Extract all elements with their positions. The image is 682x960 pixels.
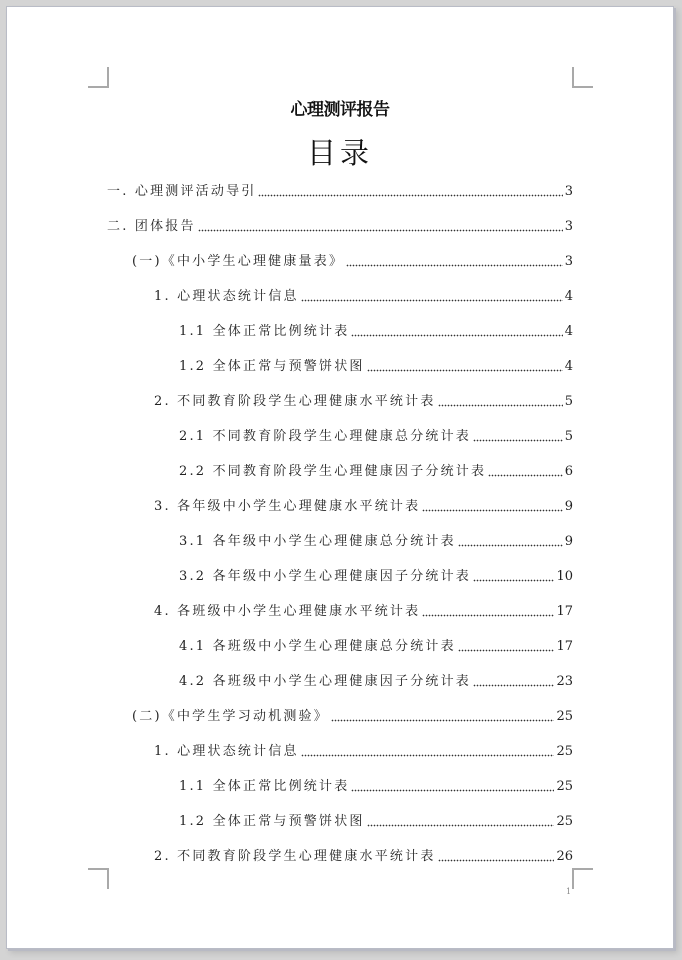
toc-entry[interactable] (179, 358, 573, 376)
toc-dot-leader (346, 263, 563, 267)
toc-dot-leader (458, 648, 555, 652)
toc-entry-page-number: 3 (564, 254, 573, 269)
toc-entry-page-number: 25 (556, 744, 573, 759)
toc-dot-leader (473, 438, 563, 442)
toc-dot-leader (367, 368, 563, 372)
toc-dot-leader (473, 683, 554, 687)
toc-dot-leader (422, 613, 554, 617)
toc-entry[interactable] (179, 428, 573, 446)
toc-entry-page-number: 17 (556, 639, 573, 654)
toc-dot-leader (438, 858, 555, 862)
toc-entry-label: 1.2 全体正常与预警饼状图 (179, 814, 365, 829)
toc-entry-page-number: 25 (556, 814, 573, 829)
document-title: 心理测评报告 (290, 100, 390, 120)
toc-entry-page-number: 4 (564, 289, 573, 304)
toc-entry-label: 1.1 全体正常比例统计表 (179, 324, 350, 339)
toc-entry-page-number: 6 (564, 464, 573, 479)
toc-entry[interactable] (179, 463, 573, 481)
toc-dot-leader (258, 193, 562, 197)
toc-entry-label: 4. 各班级中小学生心理健康水平统计表 (154, 604, 421, 619)
toc-entry-page-number: 3 (564, 219, 573, 234)
toc-dot-leader (438, 403, 563, 407)
toc-entry-label: 2. 不同教育阶段学生心理健康水平统计表 (154, 394, 436, 409)
toc-entry-label: 3.1 各年级中小学生心理健康总分统计表 (179, 534, 456, 549)
toc-entry-label: 1. 心理状态统计信息 (154, 744, 299, 759)
toc-entry-page-number: 4 (564, 324, 573, 339)
toc-entry-page-number: 26 (556, 849, 573, 864)
toc-entry-label: 1. 心理状态统计信息 (154, 289, 299, 304)
toc-entry[interactable] (132, 253, 573, 271)
toc-entry-page-number: 5 (564, 394, 573, 409)
table-of-contents (7, 7, 673, 948)
toc-dot-leader (331, 718, 555, 722)
toc-entry-page-number: 4 (564, 359, 573, 374)
toc-entry-page-number: 5 (564, 429, 573, 444)
page-number: 1 (566, 887, 572, 896)
toc-entry-page-number: 10 (556, 569, 573, 584)
toc-dot-leader (488, 473, 563, 477)
toc-dot-leader (422, 508, 562, 512)
toc-entry-label: 2.2 不同教育阶段学生心理健康因子分统计表 (179, 464, 487, 479)
toc-entry-label: 2.1 不同教育阶段学生心理健康总分统计表 (179, 429, 472, 444)
toc-entry[interactable] (179, 568, 573, 586)
toc-dot-leader (367, 823, 555, 827)
toc-entry-page-number: 9 (564, 534, 573, 549)
toc-entry-label: 4.1 各班级中小学生心理健康总分统计表 (179, 639, 456, 654)
toc-entry-label: 4.2 各班级中小学生心理健康因子分统计表 (179, 674, 472, 689)
toc-dot-leader (458, 543, 563, 547)
toc-entry[interactable] (179, 533, 573, 551)
toc-entry[interactable] (154, 393, 573, 411)
toc-entry-label: 3.2 各年级中小学生心理健康因子分统计表 (179, 569, 472, 584)
toc-dot-leader (301, 298, 563, 302)
toc-dot-leader (301, 753, 555, 757)
toc-entry-label: 1.2 全体正常与预警饼状图 (179, 359, 365, 374)
toc-entry[interactable] (154, 288, 573, 306)
toc-entry[interactable] (154, 848, 573, 866)
toc-heading: 目录 (306, 136, 373, 170)
toc-dot-leader (351, 333, 562, 337)
toc-entry[interactable] (154, 743, 573, 761)
toc-dot-leader (198, 228, 563, 232)
toc-entry-page-number: 3 (564, 184, 573, 199)
toc-entry-page-number: 25 (556, 709, 573, 724)
toc-entry-label: 1.1 全体正常比例统计表 (179, 779, 350, 794)
toc-entry-label: (二)《中学生学习动机测验》 (132, 709, 329, 724)
toc-entry-label: 2. 不同教育阶段学生心理健康水平统计表 (154, 849, 436, 864)
toc-entry-page-number: 25 (556, 779, 573, 794)
toc-entry-label: 二. 团体报告 (107, 219, 196, 234)
toc-entry[interactable] (179, 813, 573, 831)
toc-entry[interactable] (179, 323, 573, 341)
toc-entry-page-number: 23 (556, 674, 573, 689)
toc-entry-page-number: 17 (556, 604, 573, 619)
toc-entry-label: 3. 各年级中小学生心理健康水平统计表 (154, 499, 421, 514)
toc-entry[interactable] (107, 218, 573, 236)
toc-entry[interactable] (154, 498, 573, 516)
toc-entry-label: (一)《中小学生心理健康量表》 (132, 254, 345, 269)
toc-entry[interactable] (179, 778, 573, 796)
toc-entry-page-number: 9 (564, 499, 573, 514)
toc-entry[interactable] (179, 673, 573, 691)
toc-entry[interactable] (132, 708, 573, 726)
toc-dot-leader (473, 578, 554, 582)
toc-entry[interactable] (154, 603, 573, 621)
toc-dot-leader (351, 788, 554, 792)
toc-entry[interactable] (179, 638, 573, 656)
toc-entry[interactable] (107, 183, 573, 201)
document-page (6, 6, 674, 949)
toc-entry-label: 一. 心理测评活动导引 (107, 184, 257, 199)
